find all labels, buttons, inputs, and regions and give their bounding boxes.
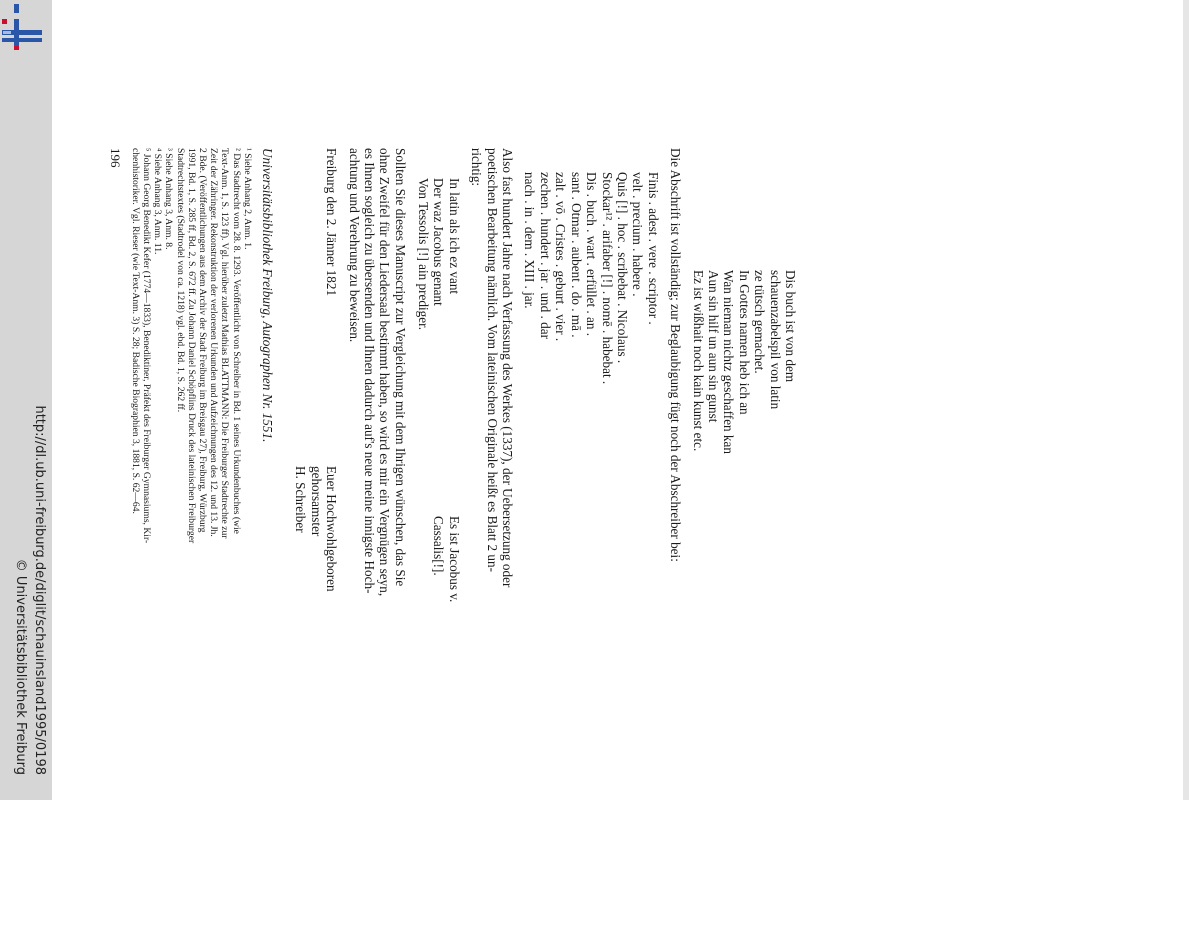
paragraph-line: ohne Zweifel für den Liedersaal bestimmt haben, so wird es mir ein Vergnügen seyn, [377,148,393,597]
verse-line: In latin als ich ez vant [446,178,462,295]
viewer-caption [5,25,49,775]
paragraph [469,148,515,948]
viewer-sidebar [0,0,52,800]
footnotes [130,148,253,948]
footnote-line: Zeit der Zähringer. Rekonstruktion der verlorenen Urkunden und Aufzeichnungen des 12. und 13. Jh. [208,148,220,537]
colophon-line: Dis . buch . wart . erfüllet . an . [584,172,600,337]
paragraph-line: richtig: [469,148,485,187]
colophon-line: zechen . hundert . jar . und . dar [537,172,553,339]
paragraph: Die Abschrift ist vollständig; zur Beglaubigung fügt noch der Abschreiber bei: [668,148,684,562]
colophon-line: sant . Otmar . aubent . do . mā . [568,172,584,338]
poem-line: ze tütsch gemachet. [752,270,768,374]
colophon-line: zalt . vō . Cristes . geburt . vier . [553,172,569,342]
scanned-page [107,148,798,948]
paragraph-line: Also fast hundert Jahre nach Verfassung des Werkes (1337), der Uebersetzung oder [500,148,516,588]
poem-line: Wan nieman nichtz geschaffen kan [721,270,737,454]
margin-note-line: Cassalis[!]. [431,516,447,576]
poem-heading-block [690,148,798,948]
paragraph-line: achtung und Verehrung zu beweisen. [346,148,362,343]
copyright-notice: © Universitätsbibliothek Freiburg [13,558,28,775]
colophon-line: Stockar¹² . arifaber [!] . nomē . habebat . [599,172,615,385]
paragraph [346,148,408,948]
footnote-line: ³ Siehe Anhang 3, Anm. 8. [163,148,175,250]
footnote-line: ¹ Siehe Anhang 2, Anm. 1. [241,148,253,250]
verse-quote [415,148,462,948]
document-url-link[interactable]: http://dl.ub.uni-freiburg.de/diglit/schauinsland1995/0198 [32,405,47,775]
colophon-line: nach . in . dem . XIII . jar. [522,172,538,309]
verse-line: Der waz Jacobus genant [431,178,447,306]
verse-line: Von Tessolis [!] ain prediger. [416,178,432,331]
footnote-line: ⁴ Siehe Anhang 3, Anm. 11. [152,148,164,255]
poem-line: schauenzabelspil von latin [767,270,783,410]
page-number: 196 [107,148,123,168]
footnote-line: 1991, Bd. 1, S. 285 ff, Bd. 2, S. 672 ff. Zu Johann Daniel Schöpflins Druck des lateinischen Freiburger [185,148,197,544]
closing-place-date: Freiburg den 2. Jänner 1821 [324,148,340,297]
paragraph-line: es Ihnen sogleich zu übersenden und Ihnen dadurch auf's neue meine innigste Hoch- [362,148,378,594]
footnote-line: ² Das Stadtrecht vom 28. 8. 1293. Veröffentlicht von Schreiber in Bd. 1 seines Urkundenbuches (wie [230,148,242,534]
footnote-line: chenhistoriker. Vgl. Rieser (wie Text-Anm. 3) S. 28; Badische Biographien 3, 1881, S. 62—64. [129,148,141,514]
footnote-line: Text-Anm. 1, S. 123 ff). Vgl. hierüber zuletzt Mathias BLATTMANN: Die Freiburger Stadtrechte zur [219,148,231,539]
closing-salutation: Euer Hochwohlgeboren [324,466,340,592]
colophon-line: Quis [!] . hoc . scribebat . Nicolaus . [614,172,630,364]
colophon-line: Finis . adest . vere . scriptor . [645,172,661,325]
colophon-block [522,148,661,948]
paragraph-line: Sollten Sie dieses Manuscript zur Vergleichung mit dem Ihrigen wünschen, das Sie [392,148,408,587]
closing-signature: H. Schreiber [293,466,309,533]
poem-line: In Gottes namen heb ich an [736,270,752,415]
poem-line: Dis buch ist von dem [783,270,798,383]
poem-line: Ez ist wißhait noch kain kunst etc. [690,270,706,452]
poem-line: Aun sin hilf un aun sin gunst [705,270,721,423]
letter-closing [275,148,339,948]
source-citation: Universitätsbibliothek Freiburg, Autographen Nr. 1551. [260,148,276,443]
footnote-line: 2 Bde. (Veröffentlichungen aus dem Archiv der Stadt Freiburg im Breisgau 27), Freiburg, Würzburg [197,148,209,533]
colophon-line: velt . precium . habere . [630,172,646,297]
paragraph-line: poetischen Bearbeitung nämlich. Vom lateinischen Originale heißt es Blatt 2 un- [484,148,500,572]
margin-note-line: Es ist Jacobus v. [446,516,462,603]
footnote-line: Stadtrechtstextes (Stadtrodel von ca. 1218) vgl. ebd. Bd. 1, S. 262 ff. [174,148,186,413]
scrollbar-track[interactable] [1183,0,1189,800]
footnote-line: ⁵ Johann Georg Benedikt Kefer (1774—1833), Benediktiner, Präfekt des Freiburger Gymnasiums, Kir- [141,148,153,544]
closing-salutation: gehorsamster [308,466,324,537]
